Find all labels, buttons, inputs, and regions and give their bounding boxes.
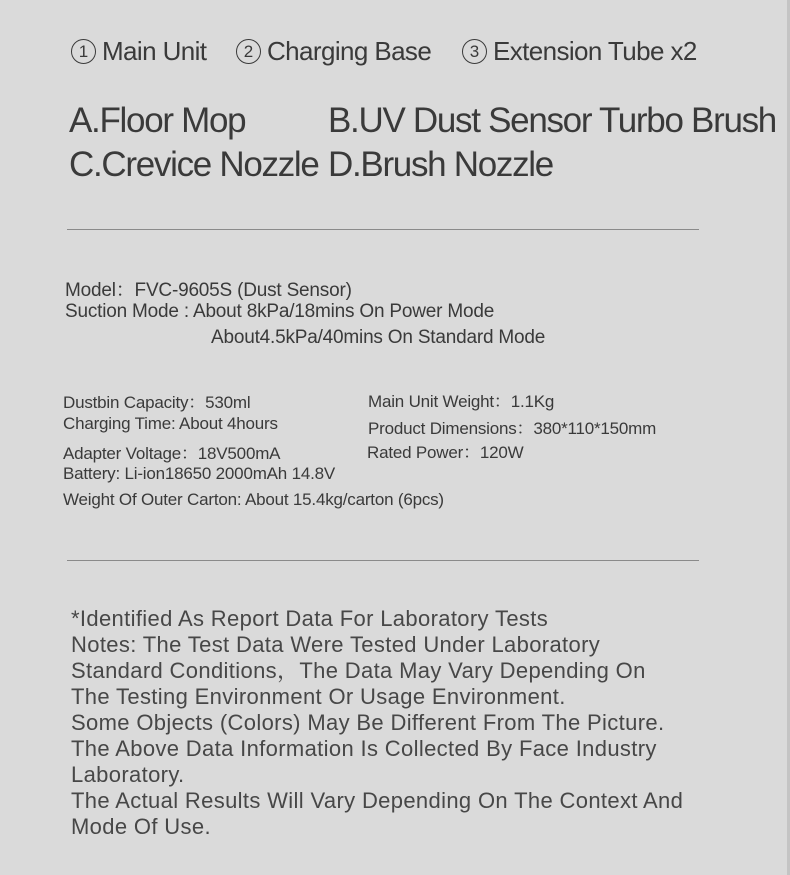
accessory-brush-nozzle: D.Brush Nozzle xyxy=(328,145,553,184)
note-line: Mode Of Use. xyxy=(71,814,211,839)
part-extension-tube xyxy=(462,36,697,67)
spec-carton: Weight Of Outer Carton: About 15.4kg/carton (6pcs) xyxy=(63,490,444,509)
part-label: Main Unit xyxy=(102,36,207,66)
note-line: *Identified As Report Data For Laboratory Tests xyxy=(71,606,549,631)
note-line: The Above Data Information Is Collected By Face Industry xyxy=(71,736,657,761)
part-label: Extension Tube x2 xyxy=(493,36,697,66)
spec-weight: Main Unit Weight：1.1Kg xyxy=(368,392,555,411)
note-line: Laboratory. xyxy=(71,762,185,787)
note-line: The Testing Environment Or Usage Environment. xyxy=(71,684,566,709)
part-main-unit xyxy=(71,36,206,67)
suction-line: Suction Mode : About 8kPa/18mins On Power Mode xyxy=(65,301,495,322)
spec-dustbin: Dustbin Capacity：530ml xyxy=(63,393,251,412)
spec-dimensions: Product Dimensions：380*110*150mm xyxy=(368,419,657,438)
spec-charging: Charging Time: About 4hours xyxy=(63,414,278,433)
part-label: Charging Base xyxy=(267,36,432,66)
model-line: Model：FVC-9605S (Dust Sensor) xyxy=(65,280,352,301)
number-badge: 1 xyxy=(71,39,96,64)
suction-line-2: About4.5kPa/40mins On Standard Mode xyxy=(211,327,546,348)
spec-power: Rated Power：120W xyxy=(367,443,524,462)
number-badge: 2 xyxy=(236,39,261,64)
note-line: Notes: The Test Data Were Tested Under Laboratory xyxy=(71,632,601,657)
note-line: The Actual Results Will Vary Depending On The Context And xyxy=(71,788,684,813)
divider-bottom xyxy=(67,560,699,561)
note-line: Standard Conditions，The Data May Vary Depending On xyxy=(71,658,646,683)
note-line: Some Objects (Colors) May Be Different From The Picture. xyxy=(71,710,665,735)
accessory-floor-mop: A.Floor Mop xyxy=(69,101,246,140)
spec-battery: Battery: Li-ion18650 2000mAh 14.8V xyxy=(63,464,335,483)
divider-top xyxy=(67,229,699,230)
accessory-turbo-brush: B.UV Dust Sensor Turbo Brush xyxy=(328,101,776,140)
number-badge: 3 xyxy=(462,39,487,64)
part-charging-base xyxy=(236,36,431,67)
spec-adapter: Adapter Voltage：18V500mA xyxy=(63,444,281,463)
accessory-crevice-nozzle: C.Crevice Nozzle xyxy=(69,145,319,184)
